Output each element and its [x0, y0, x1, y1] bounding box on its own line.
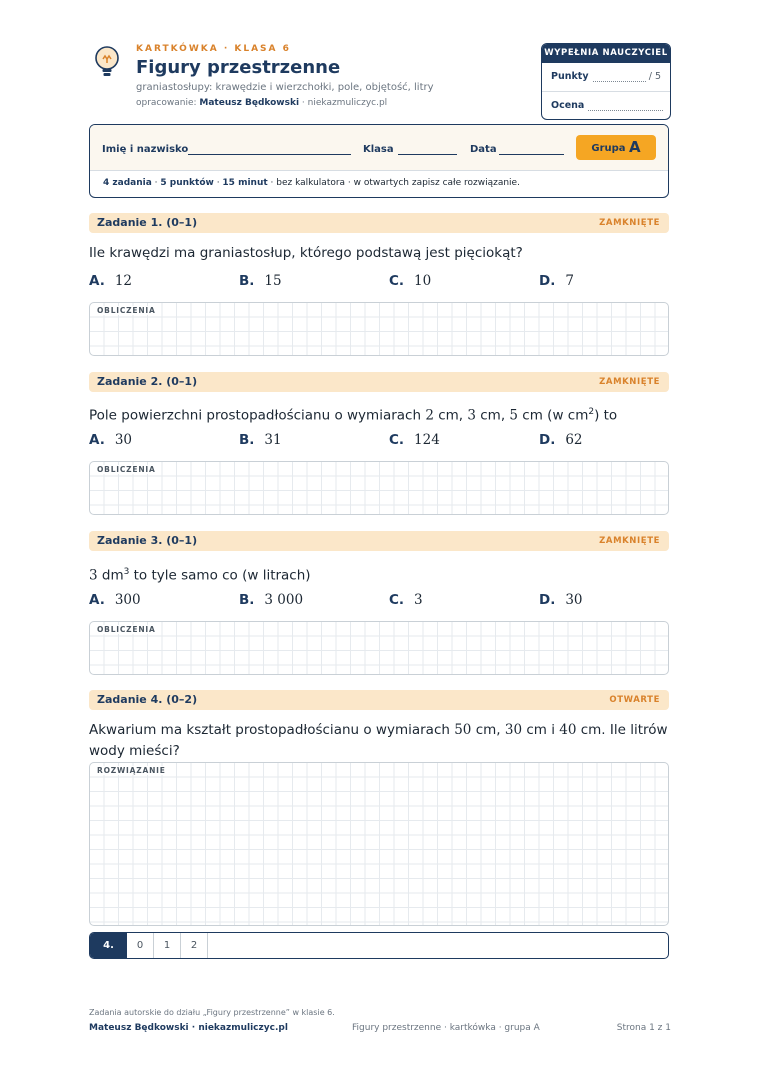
name-field[interactable]	[188, 154, 351, 155]
task-3-option-a[interactable]	[89, 592, 141, 608]
question-number: 40	[559, 722, 577, 738]
option-letter: C.	[389, 592, 405, 608]
task-3-question	[89, 562, 669, 587]
option-value: 30	[565, 592, 583, 608]
task-2-option-b[interactable]	[239, 432, 282, 448]
test-info	[103, 178, 520, 188]
task-2-header	[89, 372, 669, 392]
option-value: 7	[565, 273, 574, 289]
class-label: Klasa	[363, 144, 394, 155]
info-separator: ·	[151, 178, 161, 188]
task-3-work-area[interactable]	[89, 621, 669, 675]
info-time: 15 minut	[222, 178, 268, 188]
task-1-question: Ile krawędzi ma graniastosłup, którego podstawą jest pięciokąt?	[89, 245, 523, 261]
task-2-option-a[interactable]	[89, 432, 132, 448]
option-value: 12	[114, 273, 133, 289]
page-number: Strona 1 z 1	[616, 1023, 671, 1033]
task-title: Zadanie 3. (0–1)	[97, 534, 198, 547]
option-letter: D.	[539, 273, 556, 289]
info-separator: ·	[213, 178, 223, 188]
question-number: 3	[89, 567, 98, 584]
option-value: 15	[264, 273, 282, 289]
question-number: 50	[454, 722, 472, 738]
task-title: Zadanie 2. (0–1)	[97, 375, 198, 388]
date-field[interactable]	[499, 154, 564, 155]
name-label: Imię i nazwisko	[102, 144, 189, 155]
points-label: Punkty	[551, 71, 589, 82]
option-value: 300	[114, 592, 141, 608]
class-field[interactable]	[398, 154, 457, 155]
question-exponent: 3	[123, 567, 130, 577]
option-value: 62	[565, 432, 583, 448]
group-label: Grupa	[591, 143, 626, 154]
task-1-work-area[interactable]	[89, 302, 669, 356]
task-3-option-d[interactable]	[539, 592, 583, 608]
credit-suffix: · niekazmuliczyc.pl	[299, 98, 388, 108]
task-2-question	[89, 402, 669, 427]
option-value: 31	[264, 432, 282, 448]
task-title: Zadanie 4. (0–2)	[97, 693, 198, 706]
task-1-option-d[interactable]	[539, 273, 574, 289]
question-number: 2	[425, 407, 434, 424]
score-option-1[interactable]: 1	[154, 933, 181, 958]
grade-field[interactable]	[588, 110, 663, 111]
page-title: Figury przestrzenne	[136, 57, 341, 78]
option-value: 124	[414, 432, 440, 448]
grade-label: Ocena	[551, 100, 585, 111]
score-option-2[interactable]: 2	[181, 933, 208, 958]
question-text: to tyle samo co (w litrach)	[129, 567, 311, 584]
task-4-work-area[interactable]	[89, 762, 669, 926]
option-letter: A.	[89, 592, 105, 608]
option-value: 10	[414, 273, 432, 289]
task-type-tag: ZAMKNIĘTE	[599, 377, 660, 387]
question-text: Pole powierzchni prostopadłościanu o wymiarach	[89, 407, 426, 424]
option-letter: C.	[389, 432, 405, 448]
task-3-option-c[interactable]	[389, 592, 423, 608]
page-subtitle: graniastosłupy: krawędzie i wierzchołki, pole, objętość, litry	[136, 82, 434, 93]
task-4-score-row	[89, 932, 669, 959]
work-area-label: OBLICZENIA	[97, 625, 156, 634]
option-letter: D.	[539, 432, 556, 448]
question-number: 30	[504, 722, 523, 738]
worksheet-kicker: KARTKÓWKA · KLASA 6	[136, 44, 291, 54]
student-info-box	[89, 124, 669, 198]
question-text: cm,	[471, 722, 505, 738]
footer-author: Mateusz Będkowski · niekazmuliczyc.pl	[89, 1023, 288, 1033]
task-2-option-d[interactable]	[539, 432, 583, 448]
option-letter: B.	[239, 273, 255, 289]
option-letter: B.	[239, 592, 255, 608]
option-letter: D.	[539, 592, 556, 608]
task-4-question	[89, 720, 669, 762]
question-text: cm. Ile litrów wody mieści?	[89, 722, 668, 759]
points-field[interactable]	[593, 81, 646, 82]
info-points: 5 punktów	[160, 178, 214, 188]
question-text: cm,	[433, 407, 468, 424]
question-text: Akwarium ma kształt prostopadłościanu o wymiarach	[89, 722, 455, 738]
option-letter: A.	[89, 432, 105, 448]
task-2-work-area[interactable]	[89, 461, 669, 515]
question-text: dm	[97, 567, 124, 584]
task-3-option-b[interactable]	[239, 592, 303, 608]
question-text: cm,	[475, 407, 510, 424]
option-value: 3	[414, 592, 423, 608]
question-number: 5	[509, 407, 519, 424]
option-letter: C.	[389, 273, 405, 289]
task-3-header	[89, 531, 669, 551]
group-value: A	[629, 138, 641, 156]
task-1-option-a[interactable]	[89, 273, 132, 289]
task-title: Zadanie 1. (0–1)	[97, 216, 198, 229]
task-1-header	[89, 213, 669, 233]
question-text: cm i	[522, 722, 560, 738]
question-text: cm (w cm	[518, 407, 589, 424]
teacher-box	[541, 43, 671, 120]
teacher-box-title: WYPEŁNIA NAUCZYCIEL	[542, 44, 670, 63]
grade-row	[542, 91, 670, 119]
question-number: 3	[467, 407, 476, 424]
score-option-0[interactable]: 0	[127, 933, 154, 958]
score-task-label: 4.	[90, 933, 127, 958]
option-letter: A.	[89, 273, 105, 289]
task-type-tag: ZAMKNIĘTE	[599, 536, 660, 546]
task-type-tag: ZAMKNIĘTE	[599, 218, 660, 228]
student-fields-row	[90, 125, 668, 171]
question-text: ) to	[594, 407, 618, 424]
author-credit	[136, 98, 387, 108]
option-value: 3 000	[264, 592, 304, 608]
credit-prefix: opracowanie:	[136, 98, 200, 108]
date-label: Data	[470, 144, 497, 155]
task-4-header	[89, 690, 669, 710]
work-area-label: ROZWIĄZANIE	[97, 766, 166, 775]
task-type-tag: OTWARTE	[609, 695, 660, 705]
info-rules: · bez kalkulatora · w otwartych zapisz całe rozwiązanie.	[267, 178, 520, 188]
footer-title: Figury przestrzenne · kartkówka · grupa A	[352, 1023, 540, 1033]
task-2-option-c[interactable]	[389, 432, 440, 448]
points-max: / 5	[648, 71, 661, 82]
footer-note: Zadania autorskie do działu „Figury przestrzenne” w klasie 6.	[89, 1008, 335, 1017]
option-letter: B.	[239, 432, 255, 448]
credit-author: Mateusz Będkowski	[199, 98, 300, 108]
info-task-count: 4 zadania	[103, 178, 152, 188]
task-1-option-b[interactable]	[239, 273, 282, 289]
task-1-option-c[interactable]	[389, 273, 431, 289]
option-value: 30	[114, 432, 133, 448]
work-area-label: OBLICZENIA	[97, 465, 156, 474]
lightbulb-icon	[92, 45, 122, 79]
work-area-label: OBLICZENIA	[97, 306, 156, 315]
points-row	[542, 63, 670, 91]
group-badge	[576, 135, 656, 160]
question-exponent: 2	[588, 407, 595, 417]
